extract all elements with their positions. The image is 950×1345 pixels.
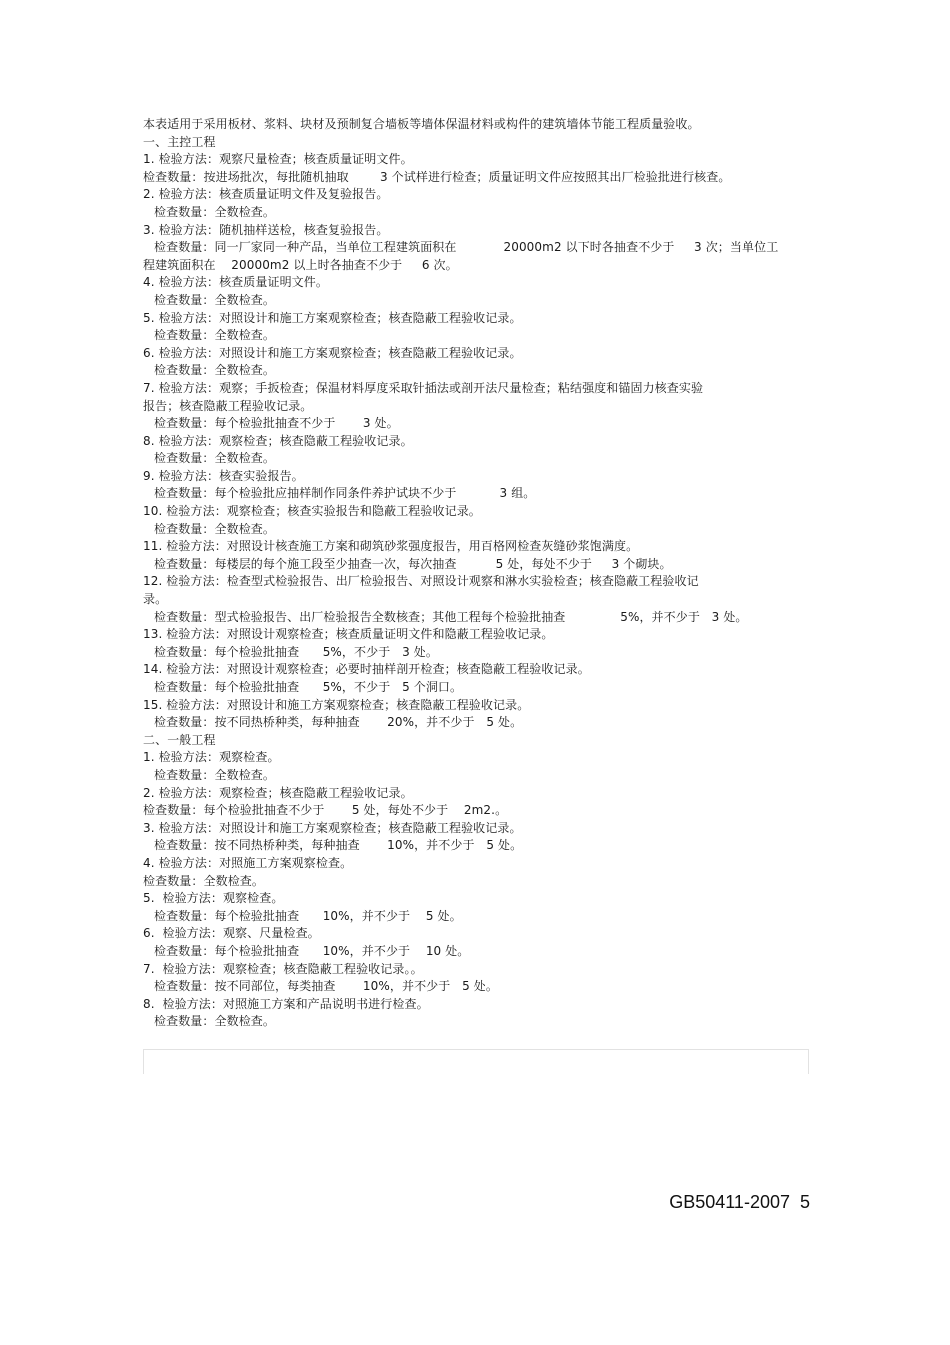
empty-table-frame (143, 1049, 809, 1074)
text-line: 检查数量：每个检验批应抽样制作同条件养护试块不少于 3 组。 (154, 486, 536, 501)
text-line: 检查数量：每个检验批抽查不少于 5 处，每处不少于 2m2.。 (143, 803, 508, 818)
text-line: 检查数量：每个检验批抽查不少于 3 处。 (154, 416, 399, 431)
text-line: 检查数量：全数检查。 (154, 204, 276, 219)
text-line: 检查数量：型式检验报告、出厂检验报告全数核查；其他工程每个检验批抽查 5%，并不少于 3 处。 (154, 609, 748, 624)
text-line: 检查数量：按不同热桥种类，每种抽查 10%，并不少于 5 处。 (154, 838, 523, 853)
text-line: 1. 检验方法：观察尺量检查；核查质量证明文件。 (143, 152, 413, 167)
text-line: 7. 检验方法：观察检查；核查隐蔽工程验收记录。。 (143, 961, 423, 976)
text-line: 报告；核查隐蔽工程验收记录。 (143, 398, 313, 413)
text-line: 11. 检验方法：对照设计核查施工方案和砌筑砂浆强度报告，用百格网检查灰缝砂浆饱满度。 (143, 539, 639, 554)
text-line: 5. 检验方法：观察检查。 (143, 891, 284, 906)
text-line: 6. 检验方法：对照设计和施工方案观察检查；核查隐蔽工程验收记录。 (143, 345, 522, 360)
text-line: 8. 检验方法：观察检查；核查隐蔽工程验收记录。 (143, 433, 413, 448)
text-line: 10. 检验方法：观察检查；核查实验报告和隐蔽工程验收记录。 (143, 504, 481, 519)
text-line: 14. 检验方法：对照设计观察检查；必要时抽样剖开检查；核查隐蔽工程验收记录。 (143, 662, 590, 677)
text-line: 检查数量：每个检验批抽查 5%，不少于 5 个洞口。 (154, 680, 463, 694)
text-line: 5. 检验方法：对照设计和施工方案观察检查；核查隐蔽工程验收记录。 (143, 310, 522, 325)
text-line: 7. 检验方法：观察；手扳检查；保温材料厚度采取针插法或剖开法尺量检查；粘结强度和锚固力核查实验 (143, 380, 704, 395)
text-line: 检查数量：全数检查。 (154, 292, 276, 307)
page-footer-code: GB50411-2007 5 (669, 1192, 810, 1212)
text-line: 检查数量：按不同部位，每类抽查 10%，并不少于 5 处。 (154, 979, 498, 994)
text-line: 3. 检验方法：随机抽样送检，核查复验报告。 (143, 222, 389, 237)
text-line: 12. 检验方法：检查型式检验报告、出厂检验报告、对照设计观察和淋水实验检查；核查隐蔽工程验收记 (143, 574, 699, 589)
text-line: 检查数量：按进场批次，每批随机抽取 3 个试样进行检查；质量证明文件应按照其出厂检验批进行核查。 (143, 169, 731, 184)
text-line: 3. 检验方法：对照设计和施工方案观察检查；核查隐蔽工程验收记录。 (143, 820, 522, 835)
text-line: 检查数量：全数检查。 (143, 873, 265, 888)
text-line: 检查数量：全数检查。 (154, 451, 276, 466)
text-line: 检查数量：全数检查。 (154, 767, 276, 782)
text-line: 检查数量：每楼层的每个施工段至少抽查一次，每次抽查 5 处，每处不少于 3 个砌块。 (154, 556, 672, 571)
text-line: 二、一般工程 (143, 732, 216, 747)
text-line: 检查数量：全数检查。 (154, 521, 276, 536)
text-line: 检查数量：全数检查。 (154, 363, 276, 378)
text-line: 6. 检验方法：观察、尺量检查。 (143, 926, 320, 941)
text-line: 2. 检验方法：观察检查；核查隐蔽工程验收记录。 (143, 785, 413, 800)
text-line: 程建筑面积在 20000m2 以上时各抽查不少于 6 次。 (143, 257, 458, 272)
text-line: 4. 检验方法：核查质量证明文件。 (143, 275, 328, 290)
text-line: 2. 检验方法：核查质量证明文件及复验报告。 (143, 187, 389, 202)
text-line: 4. 检验方法：对照施工方案观察检查。 (143, 855, 353, 870)
document-body (143, 116, 808, 1031)
text-line: 一、主控工程 (143, 134, 216, 149)
text-line: 1. 检验方法：观察检查。 (143, 750, 280, 765)
text-line: 9. 检验方法：核查实验报告。 (143, 468, 304, 483)
text-line: 15. 检验方法：对照设计和施工方案观察检查；核查隐蔽工程验收记录。 (143, 697, 530, 712)
text-line: 检查数量：全数检查。 (154, 328, 276, 343)
text-line: 检查数量：每个检验批抽查 5%，不少于 3 处。 (154, 644, 438, 659)
text-line: 检查数量：每个检验批抽查 10%，并不少于 10 处。 (154, 943, 470, 958)
text-line: 检查数量：全数检查。 (154, 1014, 276, 1029)
text-line: 本表适用于采用板材、浆料、块材及预制复合墙板等墙体保温材料或构件的建筑墙体节能工程质量验收。 (143, 117, 700, 131)
text-line: 检查数量：每个检验批抽查 10%，并不少于 5 处。 (154, 908, 462, 923)
text-line: 13. 检验方法：对照设计观察检查；核查质量证明文件和隐蔽工程验收记录。 (143, 627, 554, 642)
text-line: 录。 (143, 592, 168, 607)
text-line: 8. 检验方法：对照施工方案和产品说明书进行检查。 (143, 996, 429, 1011)
text-line: 检查数量：同一厂家同一种产品，当单位工程建筑面积在 20000m2 以下时各抽查不少于 3 次；当单位工 (154, 240, 779, 255)
text-line: 检查数量：按不同热桥种类，每种抽查 20%，并不少于 5 处。 (154, 715, 523, 730)
